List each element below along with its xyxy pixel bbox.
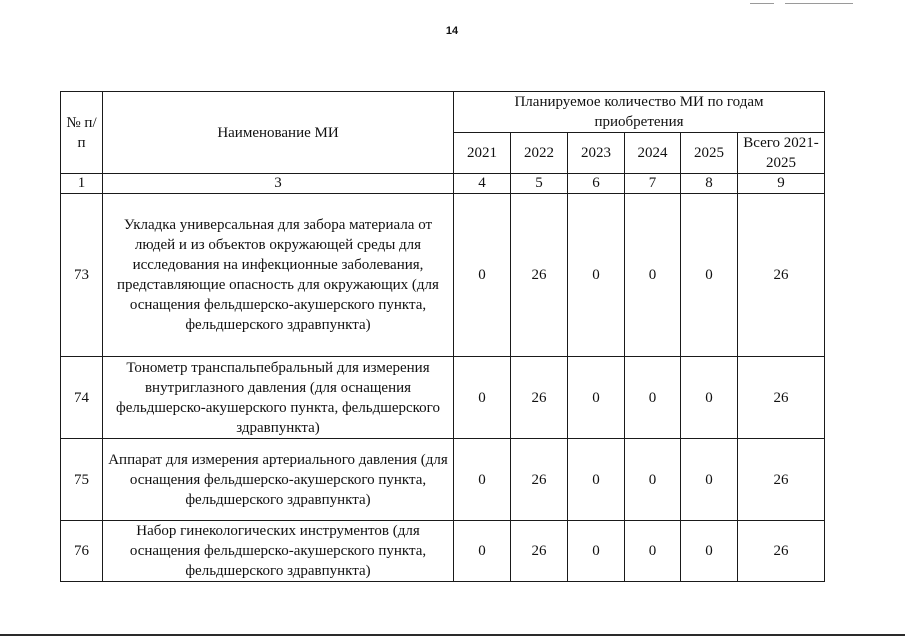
table-row <box>61 194 825 357</box>
bottom-rule <box>0 634 905 636</box>
item-name: Набор гинекологических инструментов (для оснащения фельдшерско-акушерского пункта, фельдшерского здравпункта) <box>103 521 454 582</box>
year-value: 0 <box>681 439 738 521</box>
header-name: Наименование МИ <box>103 92 454 174</box>
year-value: 0 <box>568 357 625 439</box>
column-number: 1 <box>61 174 103 194</box>
year-value: 0 <box>625 521 681 582</box>
total-value: 26 <box>738 194 825 357</box>
year-value: 26 <box>511 521 568 582</box>
year-value: 0 <box>454 194 511 357</box>
year-value: 26 <box>511 439 568 521</box>
column-number: 6 <box>568 174 625 194</box>
total-value: 26 <box>738 357 825 439</box>
year-value: 0 <box>568 194 625 357</box>
column-number: 9 <box>738 174 825 194</box>
year-value: 26 <box>511 194 568 357</box>
item-name: Аппарат для измерения артериального давления (для оснащения фельдшерско-акушерского пункта, фельдшерского здравпункта) <box>103 439 454 521</box>
column-number: 3 <box>103 174 454 194</box>
year-value: 0 <box>681 194 738 357</box>
year-value: 0 <box>625 357 681 439</box>
row-number: 76 <box>61 521 103 582</box>
header-planned-group: Планируемое количество МИ по годам приобретения <box>454 92 825 133</box>
header-year: 2024 <box>625 133 681 174</box>
page-number: 14 <box>445 25 459 37</box>
header-year: 2025 <box>681 133 738 174</box>
year-value: 26 <box>511 357 568 439</box>
year-value: 0 <box>568 439 625 521</box>
table-row <box>61 357 825 439</box>
item-name: Укладка универсальная для забора материала от людей и из объектов окружающей среды для исследования на инфекционные заболевания, представляющие опасность для окружающих (для оснащения фельдшерско-акушерского пункта, фельдшерского здравпункта) <box>103 194 454 357</box>
year-value: 0 <box>568 521 625 582</box>
header-year: 2023 <box>568 133 625 174</box>
header-year: 2022 <box>511 133 568 174</box>
column-number: 7 <box>625 174 681 194</box>
year-value: 0 <box>454 439 511 521</box>
year-value: 0 <box>625 439 681 521</box>
row-number: 75 <box>61 439 103 521</box>
header-total: Всего 2021-2025 <box>738 133 825 174</box>
column-numbers-row <box>61 174 825 194</box>
column-number: 4 <box>454 174 511 194</box>
total-value: 26 <box>738 439 825 521</box>
year-value: 0 <box>681 357 738 439</box>
column-number: 8 <box>681 174 738 194</box>
year-value: 0 <box>681 521 738 582</box>
year-value: 0 <box>454 357 511 439</box>
equipment-table <box>60 91 825 582</box>
table-row <box>61 521 825 582</box>
year-value: 0 <box>454 521 511 582</box>
table-row <box>61 439 825 521</box>
total-value: 26 <box>738 521 825 582</box>
row-number: 74 <box>61 357 103 439</box>
item-name: Тонометр транспальпебральный для измерения внутриглазного давления (для оснащения фельдшерско-акушерского пункта, фельдшерского здравпункта) <box>103 357 454 439</box>
top-rule-left <box>750 3 774 4</box>
year-value: 0 <box>625 194 681 357</box>
top-rule-right <box>785 3 853 4</box>
column-number: 5 <box>511 174 568 194</box>
header-year: 2021 <box>454 133 511 174</box>
header-row-1 <box>61 92 825 133</box>
header-num: № п/п <box>61 92 103 174</box>
row-number: 73 <box>61 194 103 357</box>
